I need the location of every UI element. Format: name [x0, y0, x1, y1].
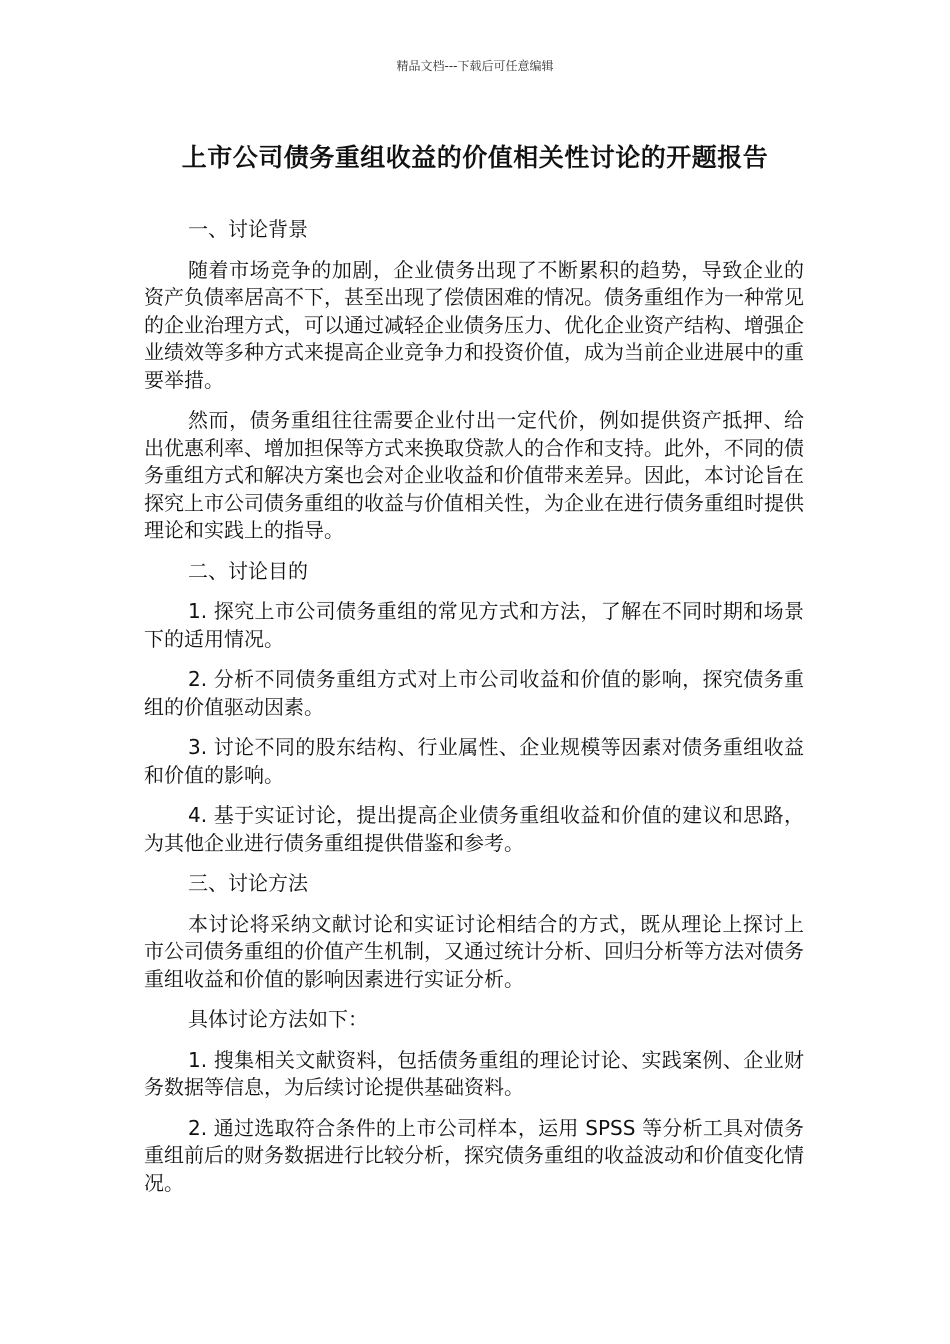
list-item-method-2: 2. 通过选取符合条件的上市公司样本，运用 SPSS 等分析工具对债务重组前后的财务数据进行比较分析，探究债务重组的收益波动和价值变化情况。 — [144, 1115, 804, 1195]
document-title: 上市公司债务重组收益的价值相关性讨论的开题报告 — [181, 143, 769, 172]
list-item-method-1: 1. 搜集相关文献资料，包括债务重组的理论讨论、实践案例、企业财务数据等信息，为后续讨论提供基础资料。 — [144, 1047, 804, 1099]
header-note: 精品文档---下载后可任意编辑 — [396, 59, 554, 73]
list-item-purpose-3: 3. 讨论不同的股东结构、行业属性、企业规模等因素对债务重组收益和价值的影响。 — [144, 735, 804, 787]
list-item-purpose-1: 1. 探究上市公司债务重组的常见方式和方法，了解在不同时期和场景下的适用情况。 — [144, 599, 804, 651]
document-body — [144, 216, 804, 1210]
section-heading-purpose: 二、讨论目的 — [188, 558, 308, 583]
section-heading-background: 一、讨论背景 — [188, 217, 308, 241]
paragraph-background-2: 然而，债务重组往往需要企业付出一定代价，例如提供资产抵押、给出优惠利率、增加担保等方式来换取贷款人的合作和支持。此外，不同的债务重组方式和解决方案也会对企业收益和价值带来差异。因此，本讨论旨在探究上市公司债务重组的收益与价值相关性，为企业在进行债务重组时提供理论和实践上的指导。 — [144, 408, 804, 542]
paragraph-method-1: 本讨论将采纳文献讨论和实证讨论相结合的方式，既从理论上探讨上市公司债务重组的价值产生机制，又通过统计分析、回归分析等方法对债务重组收益和价值的影响因素进行实证分析。 — [144, 911, 804, 991]
list-item-purpose-2: 2. 分析不同债务重组方式对上市公司收益和价值的影响，探究债务重组的价值驱动因素。 — [144, 667, 804, 719]
section-heading-method: 三、讨论方法 — [188, 871, 308, 895]
paragraph-method-2: 具体讨论方法如下： — [188, 1007, 368, 1031]
list-item-purpose-4: 4. 基于实证讨论，提出提高企业债务重组收益和价值的建议和思路，为其他企业进行债务重组提供借鉴和参考。 — [144, 803, 804, 855]
paragraph-background-1: 随着市场竞争的加剧，企业债务出现了不断累积的趋势，导致企业的资产负债率居高不下，甚至出现了偿债困难的情况。债务重组作为一种常见的企业治理方式，可以通过减轻企业债务压力、优化企业资产结构、增强企业绩效等多种方式来提高企业竞争力和投资价值，成为当前企业进展中的重要举措。 — [144, 257, 804, 392]
